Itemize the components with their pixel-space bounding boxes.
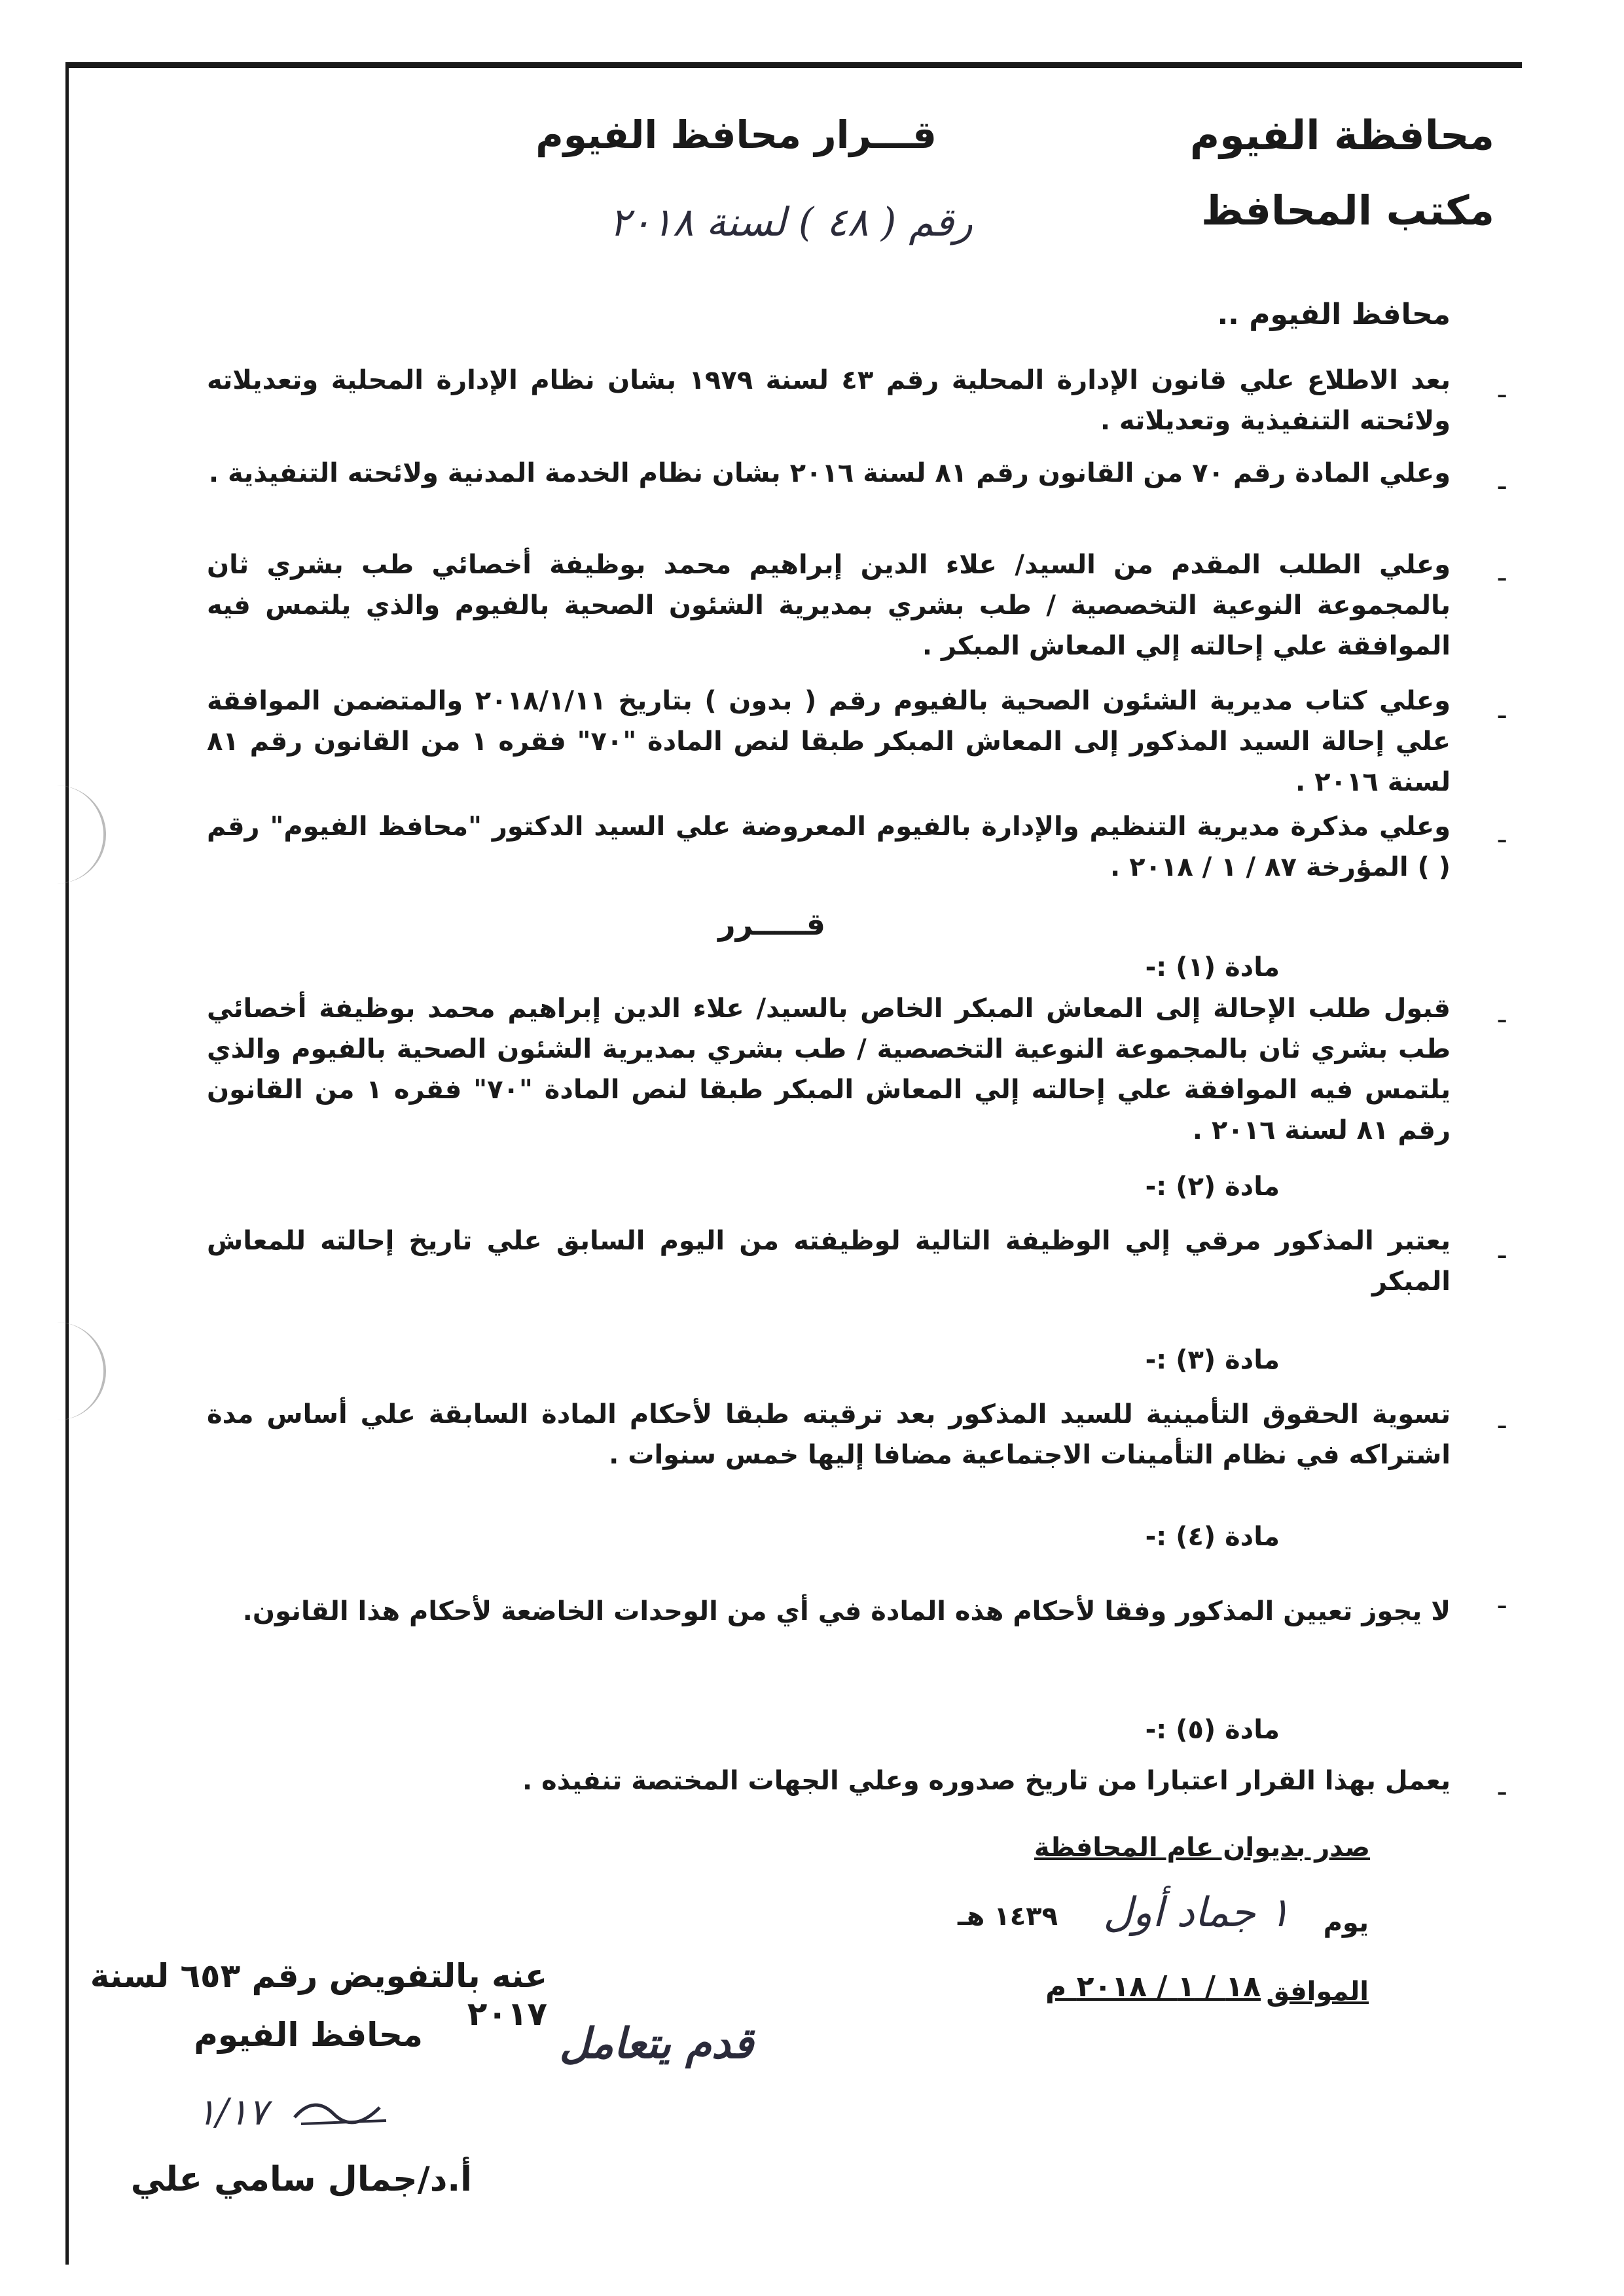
gregorian-date: ١٨ / ١ / ٢٠١٨ م — [1045, 1970, 1261, 2003]
signatory-role: محافظ الفيوم — [194, 2016, 423, 2054]
preamble-clause: وعلي المادة رقم ٧٠ من القانون رقم ٨١ لسنة ٢٠١٦ بشان نظام الخدمة المدنية ولائحته التنفيذية . — [208, 458, 1451, 488]
hijri-date-handwritten: ١ جماد أول — [1103, 1888, 1290, 1936]
bullet: - — [1496, 376, 1507, 412]
issued-place: صدر بديوان عام المحافظة — [1034, 1833, 1370, 1863]
article-text: تسوية الحقوق التأمينية للسيد المذكور بعد ترقيته طبقا لأحكام المادة السابقة علي أساس مدة اشتراكه في نظام التأمينات الاجتماعية مضافا إليها خمس سنوات . — [207, 1399, 1451, 1470]
issued-day-label: يوم — [1323, 1908, 1369, 1938]
article-text: يعتبر المذكور مرقي إلي الوظيفة التالية لوظيفته من اليوم السابق علي تاريخ إحالته للمعاش المبكر — [207, 1226, 1451, 1297]
page-title: قـــرار محافظ الفيوم — [535, 113, 937, 157]
decree-number: رقم ( ٤٨ ) لسنة ٢٠١٨ — [609, 200, 973, 245]
preamble-clause: وعلي الطلب المقدم من السيد/ علاء الدين إبراهيم محمد بوظيفة أخصائي طب بشري ثان بالمجموعة النوعية التخصصية / طب بشري بمديرية الشئون الصحية بالفيوم والذي يلتمس فيه الموافقة علي إحالته إلي المعاش المبكر . — [207, 550, 1451, 661]
delegation-line: عنه بالتفويض رقم ٦٥٣ لسنة ٢٠١٧ — [90, 1957, 547, 2033]
bullet: - — [1496, 1237, 1507, 1272]
bullet: - — [1496, 821, 1507, 857]
preamble-clause: وعلي كتاب مديرية الشئون الصحية بالفيوم رقم ( بدون ) بتاريخ ٢٠١٨/١/١١ والمتضمن الموافقة علي إحالة السيد المذكور إلى المعاش المبكر طبقا لنص المادة "٧٠" فقره ١ من القانون رقم ٨١ لسنة ٢٠١٦ . — [207, 686, 1451, 797]
handwritten-note: قدم يتعامل — [559, 2019, 753, 2068]
article-heading: مادة (٤) :- — [1145, 1522, 1280, 1552]
article-text: قبول طلب الإحالة إلى المعاش المبكر الخاص بالسيد/ علاء الدين إبراهيم محمد بوظيفة أخصائي طب بشري ثان بالمجموعة النوعية التخصصية / طب بشري بمديرية الشئون الصحية بالفيوم والذي يلتمس فيه الموافقة علي إحالته إلي المعاش المبكر طبقا لنص المادة "٧٠" فقره ١ من القانون رقم ٨١ لسنة ٢٠١٦ . — [207, 994, 1451, 1145]
preamble-clause: بعد الاطلاع علي قانون الإدارة المحلية رقم ٤٣ لسنة ١٩٧٩ بشان نظام الإدارة المحلية وتعديلاته ولائحته التنفيذية وتعديلاته . — [207, 365, 1451, 436]
article-heading: مادة (٣) :- — [1145, 1345, 1280, 1375]
article-text: يعمل بهذا القرار اعتبارا من تاريخ صدوره وعلي الجهات المختصة تنفيذه . — [522, 1766, 1451, 1796]
addressee: محافظ الفيوم .. — [1217, 298, 1451, 331]
article-text: لا يجوز تعيين المذكور وفقا لأحكام هذه المادة في أي من الوحدات الخاضعة لأحكام هذا القانون. — [242, 1596, 1451, 1626]
bullet: - — [1496, 1407, 1507, 1443]
gregorian-label: الموافق — [1266, 1977, 1369, 2007]
initials-date: ١/١٧ — [196, 2091, 268, 2134]
bullet: - — [1496, 697, 1507, 732]
initials-signature — [288, 2088, 393, 2134]
decision-heading: قـــــرر — [718, 906, 825, 942]
bullet: - — [1496, 1774, 1507, 1809]
bullet: - — [1496, 468, 1507, 503]
article-heading: مادة (٥) :- — [1145, 1715, 1280, 1745]
preamble-clause: وعلي مذكرة مديرية التنظيم والإدارة بالفيوم المعروضة علي السيد الدكتور "محافظ الفيوم" رقم ( ) المؤرخة ٨٧ / ١ / ٢٠١٨ . — [207, 812, 1451, 882]
signatory-name: أ.د/جمال سامي علي — [130, 2160, 472, 2199]
bullet: - — [1496, 1001, 1507, 1037]
bullet: - — [1496, 560, 1507, 595]
office-name: محافظة الفيوم — [1189, 111, 1494, 159]
bullet: - — [1496, 1587, 1507, 1623]
office-subtitle: مكتب المحافظ — [1200, 187, 1494, 234]
article-heading: مادة (٢) :- — [1145, 1172, 1280, 1202]
hijri-year: ١٤٣٩ هـ — [958, 1901, 1058, 1931]
article-heading: مادة (١) :- — [1145, 952, 1280, 982]
